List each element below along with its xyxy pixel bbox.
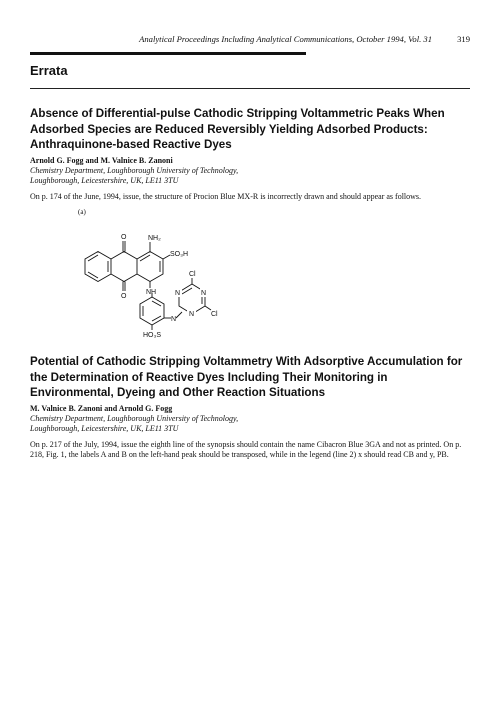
article-title: Absence of Differential-pulse Cathodic Stripping Voltammetric Peaks When Adsorbed Species are Reduced Reversibly Yielding Adsorbed Products: Anthraquinone-based Reactive Dyes: [30, 107, 445, 151]
bond-cl-right: [205, 306, 211, 310]
section-rule: [30, 88, 470, 89]
atom-label-triazine-n: N: [189, 311, 195, 318]
article-affiliation-line-2: Loughborough, Leicestershire, UK, LE11 3TU: [30, 423, 179, 433]
atom-label-nh2: NH₂: [148, 235, 161, 242]
atom-label-triazine-n: N: [201, 290, 207, 297]
atom-label-cl-right: Cl: [211, 311, 218, 318]
page-number: 319: [457, 34, 470, 44]
section-title: Errata: [30, 63, 68, 78]
quinone-ring: [111, 252, 137, 282]
article-body: On p. 217 of the July, 1994, issue the eighth line of the synopsis should contain the name Cibacron Blue 3GA and not as printed. On p. 218, Fig. 1, the labels A and B on the left-hand peak should be transposed, while in the legend (line 2) x should read CB and y, PB.: [30, 439, 462, 459]
article-body: On p. 174 of the June, 1994, issue, the structure of Procion Blue MX-R is incorrectly drawn and should appear as follows.: [30, 191, 422, 201]
aromatic-ring-right: [137, 252, 163, 282]
running-head: [30, 34, 470, 48]
article-affiliation-line-1: Chemistry Department, Loughborough University of Technology,: [30, 413, 239, 423]
article-authors: Arnold G. Fogg and M. Valnice B. Zanoni: [30, 155, 173, 165]
atom-label-nh-lower: N: [171, 316, 177, 323]
bond-so3h: [163, 255, 170, 259]
article-title: Potential of Cathodic Stripping Voltammetry With Adsorptive Accumulation for the Determination of Reactive Dyes Including Their Monitoring in Environmental, Dyeing and Other Reaction Situations: [30, 355, 463, 399]
atom-label-cl-top: Cl: [189, 271, 196, 278]
figure-panel-label: (a): [78, 208, 86, 216]
journal-citation: Analytical Proceedings Including Analytical Communications, October 1994, Vol. 31: [139, 34, 432, 44]
header-rule: [30, 52, 306, 55]
bond-nh-triazine: [176, 312, 182, 318]
atom-label-ho3s: HO₃S: [143, 332, 162, 339]
atom-label-nh-upper: NH: [146, 289, 157, 296]
benzene-ring-left: [85, 252, 111, 282]
procion-blue-structure-figure: [70, 200, 270, 340]
article-affiliation-line-1: Chemistry Department, Loughborough University of Technology,: [30, 165, 239, 175]
atom-label-o-top: O: [121, 234, 127, 241]
erratum-article-1: [30, 106, 470, 202]
article-affiliation-line-2: Loughborough, Leicestershire, UK, LE11 3TU: [30, 175, 179, 185]
article-authors: M. Valnice B. Zanoni and Arnold G. Fogg: [30, 403, 173, 413]
atom-label-o-bottom: O: [121, 293, 127, 300]
erratum-article-2: [30, 354, 470, 460]
atom-label-triazine-n: N: [175, 290, 181, 297]
atom-label-so3h: SO₃H: [170, 251, 189, 258]
